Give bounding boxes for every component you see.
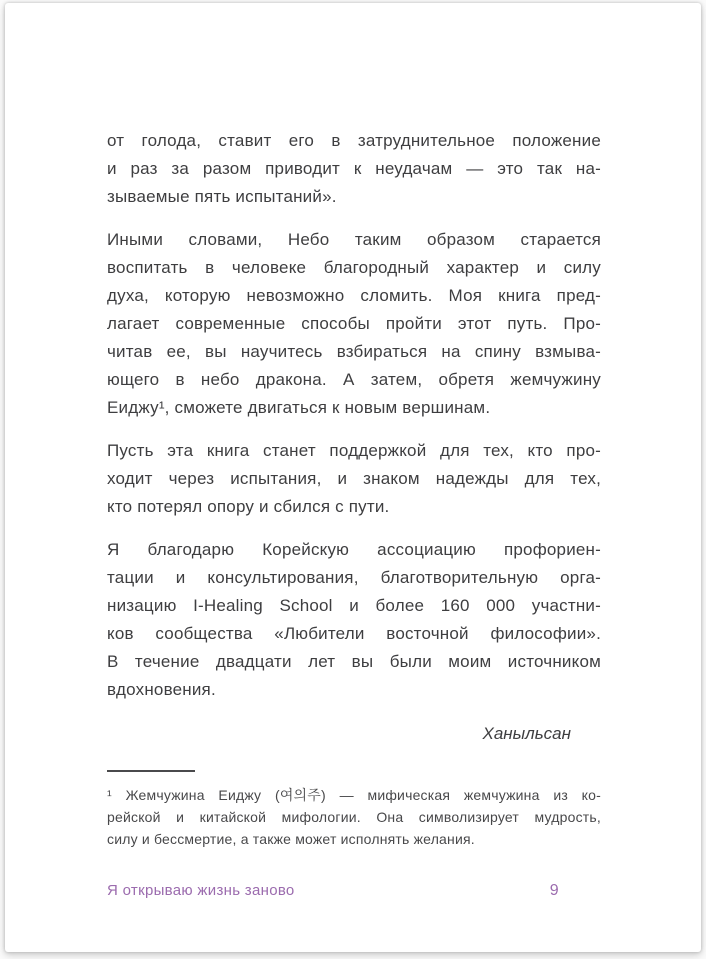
text-line: кто потерял опору и сбился с пути. — [107, 497, 390, 516]
text-line: ков сообщества «Любители восточной философии». — [107, 624, 601, 643]
book-page — [5, 3, 701, 952]
author-signature: Ханыльсан — [482, 724, 571, 743]
text-line: ¹ Жемчужина Еиджу (여의주) — мифическая жемчужина из ко- — [107, 787, 601, 803]
text-line: воспитать в человеке благородный характер и силу — [107, 258, 601, 277]
page-number: 9 — [549, 882, 559, 899]
body-paragraph — [107, 536, 601, 704]
running-title: Я открываю жизнь заново — [107, 882, 295, 899]
text-line: Пусть эта книга станет поддержкой для тех, кто про- — [107, 441, 601, 460]
text-line: вдохновения. — [107, 680, 216, 699]
text-line: ходит через испытания, и знаком надежды для тех, — [107, 469, 601, 488]
text-line: рейской и китайской мифологии. Она символизирует мудрость, — [107, 809, 601, 825]
text-line: читав ее, вы научитесь взбираться на спину взмыва- — [107, 342, 601, 361]
text-line: В течение двадцати лет вы были моим источником — [107, 652, 601, 671]
body-paragraph — [107, 127, 601, 211]
text-line: тации и консультирования, благотворительную орга- — [107, 568, 601, 587]
text-line: низацию I-Healing School и более 160 000 участни- — [107, 596, 601, 615]
text-line: силу и бессмертие, а также может исполнять желания. — [107, 831, 475, 847]
text-line: лагает современные способы пройти этот путь. Про- — [107, 314, 601, 333]
text-line: духа, которую невозможно сломить. Моя книга пред- — [107, 286, 601, 305]
page-content — [5, 3, 701, 850]
text-line: Иными словами, Небо таким образом старается — [107, 230, 601, 249]
footnote — [107, 784, 601, 850]
footnote-divider — [107, 770, 195, 772]
text-line: от голода, ставит его в затруднительное положение — [107, 131, 601, 150]
text-line: ющего в небо дракона. А затем, обретя жемчужину — [107, 370, 601, 389]
text-line: Я благодарю Корейскую ассоциацию профориен- — [107, 540, 601, 559]
page-footer — [107, 882, 601, 900]
text-line: Еиджу¹, сможете двигаться к новым вершинам. — [107, 398, 491, 417]
body-paragraph — [107, 226, 601, 422]
text-line: и раз за разом приводит к неудачам — это так на- — [107, 159, 601, 178]
text-line: зываемые пять испытаний». — [107, 187, 337, 206]
body-paragraph — [107, 437, 601, 521]
